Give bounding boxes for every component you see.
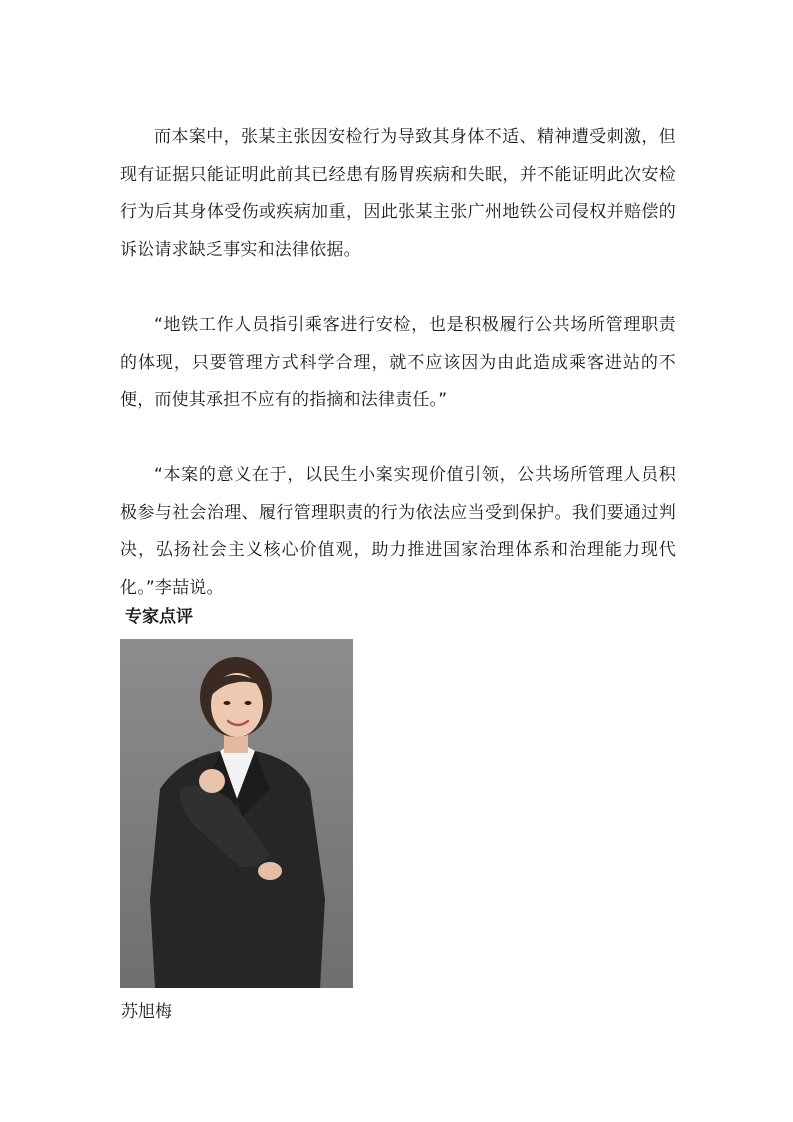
photo-caption: 苏旭梅 (121, 1002, 172, 1022)
section-heading-expert-comment: 专家点评 (125, 607, 193, 627)
paragraph-metro-quote: “地铁工作人员指引乘客进行安检，也是积极履行公共场所管理职责的体现，只要管理方式科学合理，就不应该因为由此造成乘客进站的不便，而使其承担不应有的指摘和法律责任。” (120, 315, 676, 410)
paragraph-significance-quote: “本案的意义在于，以民生小案实现价值引领，公共场所管理人员积极参与社会治理、履行管理职责的行为依法应当受到保护。我们要通过判决，弘扬社会主义核心价值观，助力推进国家治理体系和治理能力现代化。”李喆说。 (120, 465, 676, 598)
paragraph-case-analysis: 而本案中，张某主张因安检行为导致其身体不适、精神遭受刺激，但现有证据只能证明此前其已经患有肠胃疾病和失眠，并不能证明此次安检行为后其身体受伤或疾病加重，因此张某主张广州地铁公司侵权并赔偿的诉讼请求缺乏事实和法律依据。 (120, 127, 676, 260)
expert-portrait-photo (120, 639, 353, 988)
